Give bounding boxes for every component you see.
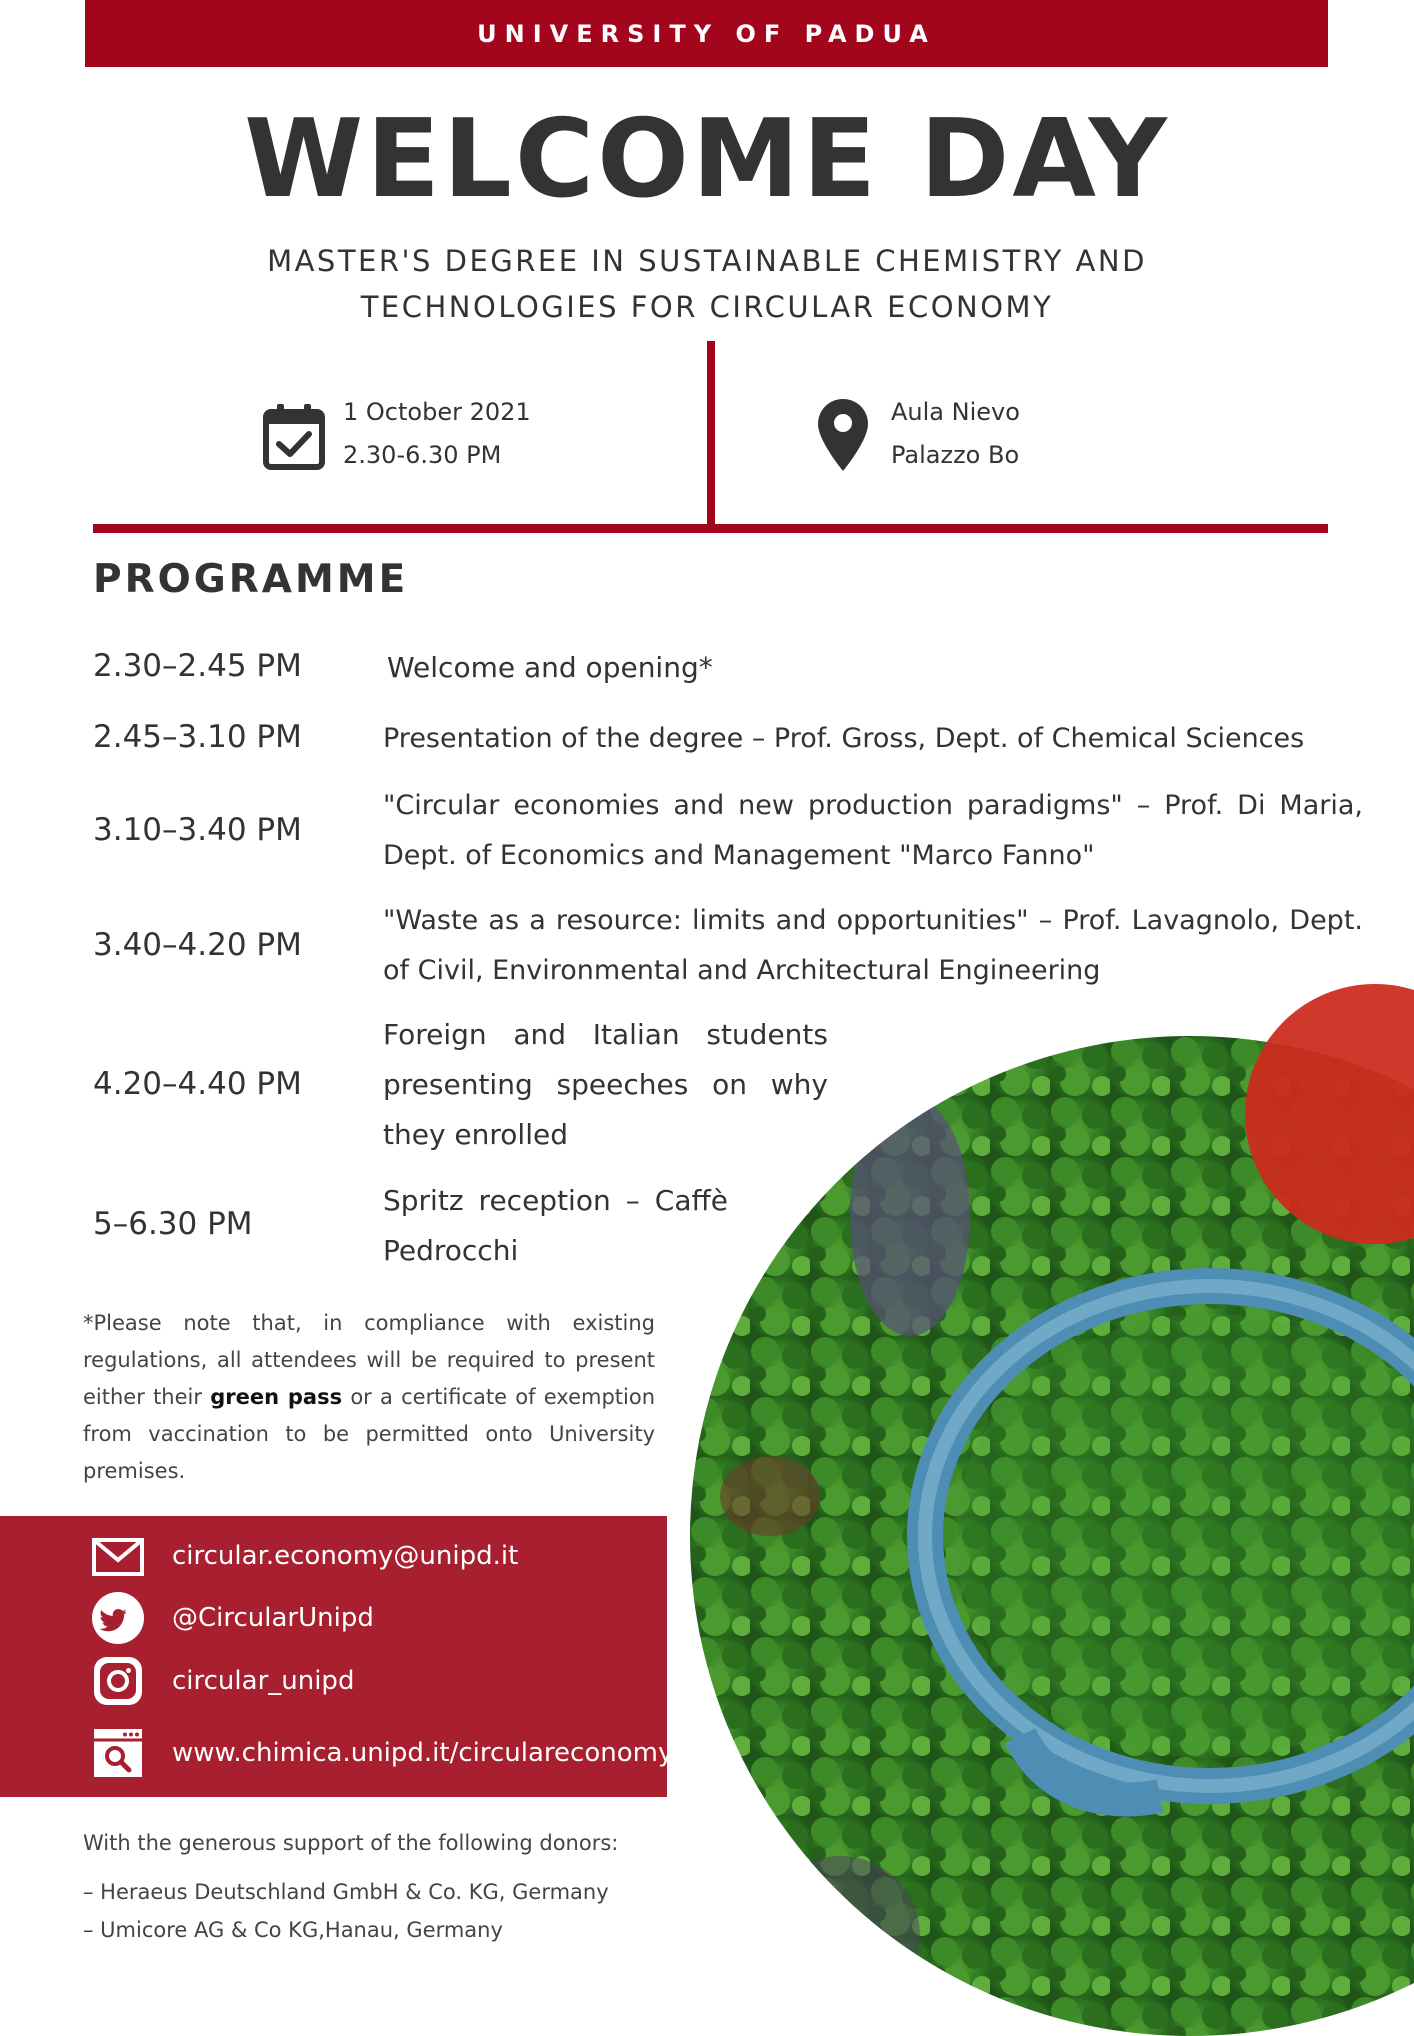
description-line: Presentation of the degree – Prof. Gross, Dept. of Chemical Sciences xyxy=(383,723,1305,754)
programme-time: 2.30–2.45 PM xyxy=(93,648,302,684)
event-time: 2.30-6.30 PM xyxy=(343,441,502,469)
event-venue xyxy=(891,391,1020,477)
envelope-icon xyxy=(90,1528,146,1584)
programme-description xyxy=(383,896,1363,996)
event-date: 1 October 2021 xyxy=(343,398,531,426)
university-name: UNIVERSITY OF PADUA xyxy=(477,19,936,48)
description-line: Welcome and opening* xyxy=(387,651,713,684)
contact-twitter[interactable] xyxy=(0,1590,667,1646)
donors-title: With the generous support of the following donors: xyxy=(83,1831,619,1855)
programme-time: 3.10–3.40 PM xyxy=(93,812,302,848)
note-green-pass: green pass xyxy=(210,1385,343,1409)
programme-description xyxy=(383,1010,828,1160)
subtitle-line-1: MASTER'S DEGREE IN SUSTAINABLE CHEMISTRY AND xyxy=(267,244,1147,278)
subtitle-line-2: TECHNOLOGIES FOR CIRCULAR ECONOMY xyxy=(360,290,1054,324)
donor-item: – Umicore AG & Co KG,Hanau, Germany xyxy=(83,1918,503,1942)
twitter-icon xyxy=(90,1590,146,1646)
instagram-handle[interactable]: circular_unipd xyxy=(172,1666,355,1696)
programme-description xyxy=(387,643,713,693)
description-line: Dept. of Economics and Management "Marco Fanno" xyxy=(383,840,1095,871)
note-text-before: *Please note that, in compliance with existing regulations, all attendees will be required to present either their xyxy=(83,1311,655,1409)
contact-email[interactable] xyxy=(0,1528,667,1584)
venue-room: Aula Nievo xyxy=(891,398,1020,426)
twitter-handle[interactable]: @CircularUnipd xyxy=(172,1603,374,1633)
website-link[interactable]: www.chimica.unipd.it/circulareconomy xyxy=(172,1738,674,1768)
description-line: Spritz reception – Caffè xyxy=(383,1184,728,1217)
map-pin-icon xyxy=(816,397,870,473)
event-date-time xyxy=(343,391,531,477)
contact-website[interactable] xyxy=(0,1725,674,1781)
web-search-icon xyxy=(90,1725,146,1781)
degree-subtitle xyxy=(0,238,1414,330)
instagram-icon xyxy=(90,1653,146,1709)
vertical-divider xyxy=(707,341,715,527)
programme-heading: PROGRAMME xyxy=(93,557,409,602)
programme-time: 3.40–4.20 PM xyxy=(93,927,302,963)
venue-building: Palazzo Bo xyxy=(891,441,1020,469)
description-line: presenting speeches on why xyxy=(383,1068,828,1101)
donor-item: – Heraeus Deutschland GmbH & Co. KG, Germany xyxy=(83,1880,609,1904)
description-line: Pedrocchi xyxy=(383,1234,519,1267)
description-line: "Waste as a resource: limits and opportunities" – Prof. Lavagnolo, Dept. xyxy=(383,905,1363,936)
contact-box xyxy=(0,1516,674,1797)
email-link[interactable]: circular.economy@unipd.it xyxy=(172,1541,519,1571)
page-title: WELCOME DAY xyxy=(244,97,1170,222)
programme-time: 4.20–4.40 PM xyxy=(93,1066,302,1102)
description-line: they enrolled xyxy=(383,1118,568,1151)
calendar-check-icon xyxy=(263,402,325,470)
programme-description xyxy=(383,714,1304,764)
programme-time: 2.45–3.10 PM xyxy=(93,719,302,755)
contact-instagram[interactable] xyxy=(0,1653,667,1709)
description-line: Foreign and Italian students xyxy=(383,1018,828,1051)
university-banner xyxy=(85,0,1328,67)
description-line: of Civil, Environmental and Architectural Engineering xyxy=(383,955,1101,986)
green-pass-note xyxy=(83,1305,655,1490)
horizontal-divider xyxy=(93,524,1328,533)
programme-description xyxy=(383,1176,728,1276)
description-line: "Circular economies and new production paradigms" – Prof. Di Maria, xyxy=(383,790,1363,821)
note-text-after: or a certificate of exemption from vaccination to be permitted onto University premises. xyxy=(83,1385,656,1483)
programme-description xyxy=(383,781,1363,881)
programme-time: 5–6.30 PM xyxy=(93,1206,253,1242)
